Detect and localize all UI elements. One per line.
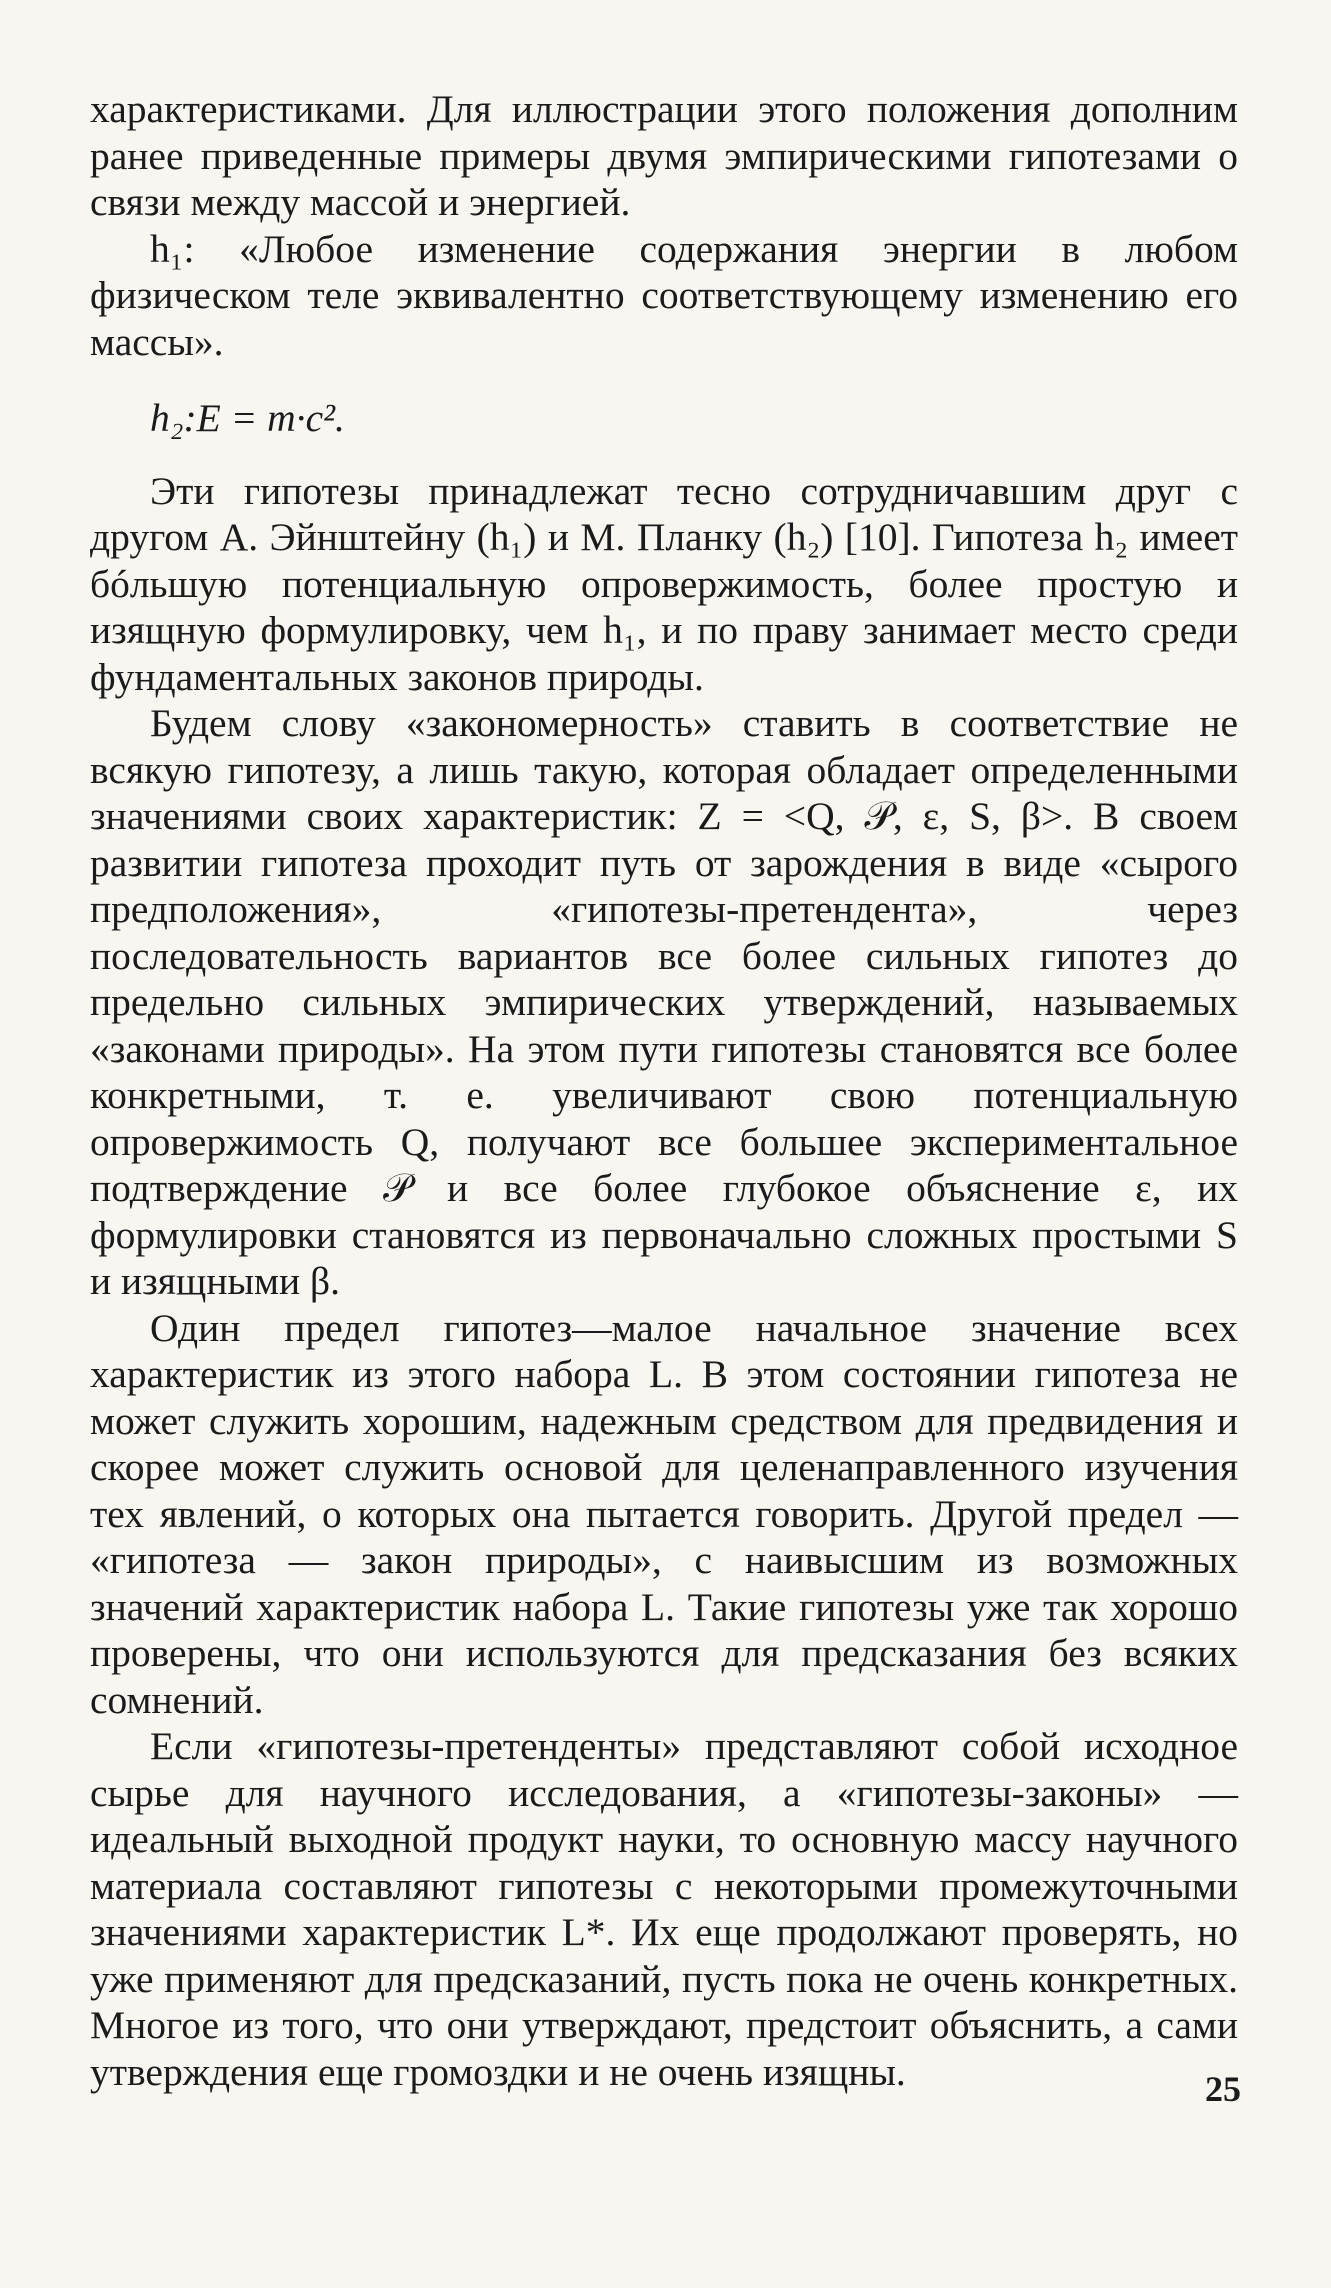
formula-hypothesis-h2: h₂:E = m·c². bbox=[150, 396, 345, 440]
paragraph-einstein-planck: Эти гипотезы принадлежат тесно сотрудничавшим друг с другом А. Эйнштейну (h₁) и М. Планку (h₂) [10]. Гипотеза h₂ имеет бóльшую потенциальную опровержимость, более простую и изящную формулировку, чем h₁, и по праву занимает место среди фундаментальных законов природы. bbox=[90, 468, 1238, 699]
paragraph-intro: характеристиками. Для иллюстрации этого положения дополним ранее приведенные примеры двумя эмпирическими гипотезами о связи между массой и энергией. bbox=[90, 87, 1238, 224]
page-number: 25 bbox=[1205, 2069, 1241, 2109]
paragraph-hypothesis-h1: h₁: «Любое изменение содержания энергии в любом физическом теле эквивалентно соответствующему изменению его массы». bbox=[90, 226, 1238, 364]
paragraph-hypothesis-candidates: Если «гипотезы-претенденты» представляют собой исходное сырье для научного исследования, а «гипотезы-законы» — идеальный выходной продукт науки, то основную массу научного материала составляют гипотезы с некоторыми промежуточными значениями характеристик L*. Их еще продолжают проверять, но уже применяют для предсказаний, пусть пока не очень конкретных. Многое из того, что они утверждают, предстоит объяснить, а сами утверждения еще громоздки и не очень изящны. bbox=[90, 1724, 1238, 2094]
paragraph-regularity: Будем слову «закономерность» ставить в соответствие не всякую гипотезу, а лишь такую, которая обладает определенными значениями своих характеристик: Z = <Q, 𝒫, ε, S, β>. В своем развитии гипотеза проходит путь от зарождения в виде «сырого предположения», «гипотезы-претендента», через последовательность вариантов все более сильных гипотез до предельно сильных эмпирических утверждений, называемых «законами природы». На этом пути гипотезы становятся все более конкретными, т. е. увеличивают свою потенциальную опровержимость Q, получают все большее экспериментальное подтверждение 𝒫 и все более глубокое объяснение ε, их формулировки становятся из первоначально сложных простыми S и изящными β. bbox=[90, 701, 1238, 1303]
page-body bbox=[90, 86, 1238, 2095]
paragraph-limits: Один предел гипотез—малое начальное значение всех характеристик из этого набора L. В этом состоянии гипотеза не может служить хорошим, надежным средством для предвидения и скорее может служить основой для целенаправленного изучения тех явлений, о которых она пытается говорить. Другой предел — «гипотеза — закон природы», с наивысшим из возможных значений характеристик набора L. Такие гипотезы уже так хорошо проверены, что они используются для предсказания без всяких сомнений. bbox=[90, 1305, 1238, 1722]
